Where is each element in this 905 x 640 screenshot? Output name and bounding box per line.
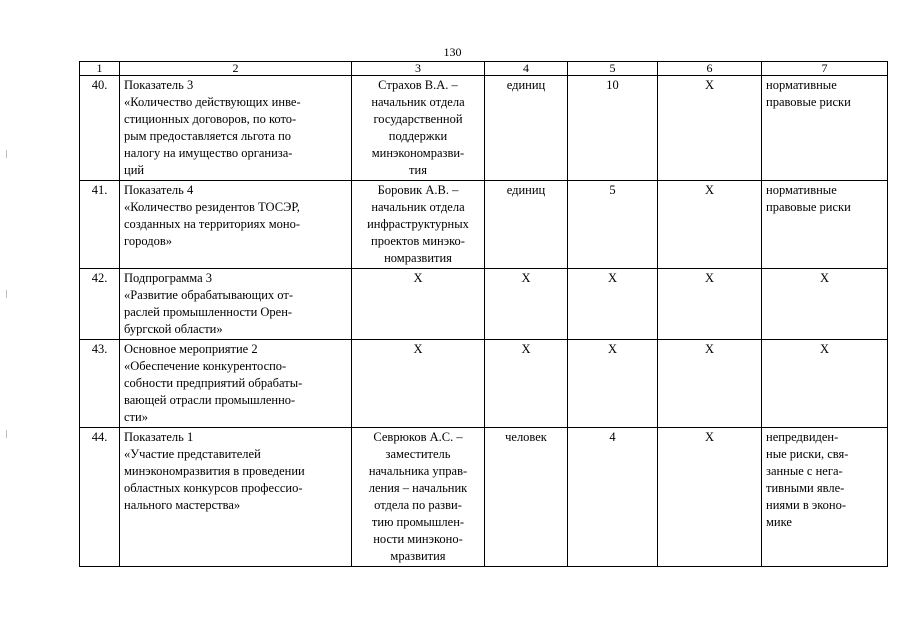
responsible-cell-line: проектов минэко-: [371, 234, 465, 248]
indicator-name-cell-line: рым предоставляется льгота по: [124, 129, 292, 143]
indicators-table: [79, 61, 888, 567]
risks-cell-line: нормативные: [766, 183, 837, 197]
indicator-name-cell: [120, 181, 352, 269]
responsible-cell-line: отдела по разви-: [374, 498, 462, 512]
column-header: 7: [762, 62, 888, 76]
column6-cell: Х: [658, 340, 762, 428]
responsible-cell-line: Х: [413, 271, 423, 285]
risks-cell-line: непредвиден-: [766, 430, 839, 444]
indicator-name-cell-line: налогу на имущество организа-: [124, 146, 293, 160]
column-header: 3: [352, 62, 485, 76]
responsible-cell-line: тию промышлен-: [371, 515, 465, 529]
indicator-name-cell-line: стиционных договоров, по кото-: [124, 112, 297, 126]
risks-cell: [762, 181, 888, 269]
indicator-name-cell-line: областных конкурсов профессио-: [124, 481, 303, 495]
table-body: [80, 76, 888, 567]
risks-cell: [762, 269, 888, 340]
value-cell: 4: [568, 428, 658, 567]
table-row: [80, 340, 888, 428]
table-row: [80, 428, 888, 567]
risks-cell-line: тивными явле-: [766, 481, 845, 495]
value-cell: Х: [568, 269, 658, 340]
risks-cell-line: правовые риски: [766, 95, 851, 109]
responsible-cell-line: заместитель: [385, 447, 451, 461]
row-number-cell: 43.: [80, 340, 120, 428]
responsible-cell-line: поддержки: [388, 129, 448, 143]
responsible-cell-line: Х: [413, 342, 423, 356]
indicator-name-cell-line: Основное мероприятие 2: [124, 342, 258, 356]
row-number-cell: 40.: [80, 76, 120, 181]
responsible-cell: [352, 428, 485, 567]
indicator-name-cell-line: сти»: [124, 410, 148, 424]
indicator-name-cell-line: Показатель 1: [124, 430, 194, 444]
indicator-name-cell-line: городов»: [124, 234, 172, 248]
indicator-name-cell-line: собности предприятий обрабаты-: [124, 376, 303, 390]
indicator-name-cell-line: раслей промышленности Орен-: [124, 305, 293, 319]
indicator-name-cell: [120, 76, 352, 181]
indicator-name-cell-line: Подпрограмма 3: [124, 271, 213, 285]
responsible-cell-line: ления – начальник: [368, 481, 468, 495]
indicator-name-cell-line: созданных на территориях моно-: [124, 217, 301, 231]
indicator-name-cell-line: «Участие представителей: [124, 447, 261, 461]
responsible-cell-line: номразвития: [384, 251, 452, 265]
responsible-cell-line: начальника управ-: [368, 464, 468, 478]
value-cell: 5: [568, 181, 658, 269]
column-header: 1: [80, 62, 120, 76]
responsible-cell-line: начальник отдела: [371, 95, 465, 109]
column6-cell: Х: [658, 181, 762, 269]
scan-mark: [6, 290, 7, 298]
responsible-cell: [352, 76, 485, 181]
unit-cell: единиц: [485, 76, 568, 181]
responsible-cell-line: мразвития: [390, 549, 446, 563]
indicator-name-cell: [120, 428, 352, 567]
risks-cell-line: мике: [766, 515, 792, 529]
indicator-name-cell-line: нального мастерства»: [124, 498, 241, 512]
risks-cell-line: ные риски, свя-: [766, 447, 849, 461]
responsible-cell: [352, 340, 485, 428]
column-header: 2: [120, 62, 352, 76]
row-number-cell: 42.: [80, 269, 120, 340]
responsible-cell-line: ности минэконо-: [373, 532, 463, 546]
responsible-cell-line: начальник отдела: [371, 200, 465, 214]
value-cell: Х: [568, 340, 658, 428]
table-row: [80, 76, 888, 181]
responsible-cell-line: государственной: [373, 112, 463, 126]
risks-cell: [762, 76, 888, 181]
responsible-cell-line: инфраструктурных: [367, 217, 469, 231]
risks-cell-line: ниями в эконо-: [766, 498, 847, 512]
indicator-name-cell: [120, 340, 352, 428]
indicator-name-cell-line: минэкономразвития в проведении: [124, 464, 305, 478]
indicator-name-cell-line: «Развитие обрабатывающих от-: [124, 288, 293, 302]
indicator-name-cell-line: «Количество резидентов ТОСЭР,: [124, 200, 300, 214]
table-row: [80, 181, 888, 269]
column-header: 6: [658, 62, 762, 76]
risks-cell-line: Х: [819, 342, 830, 356]
table-row: [80, 269, 888, 340]
scan-mark: [6, 150, 7, 158]
scan-mark: [6, 430, 7, 438]
row-number-cell: 44.: [80, 428, 120, 567]
responsible-cell-line: Страхов В.А. –: [378, 78, 458, 92]
indicator-name-cell-line: «Обеспечение конкурентоспо-: [124, 359, 287, 373]
responsible-cell: [352, 269, 485, 340]
unit-cell: единиц: [485, 181, 568, 269]
risks-cell-line: занные с нега-: [766, 464, 843, 478]
column6-cell: Х: [658, 76, 762, 181]
unit-cell: Х: [485, 340, 568, 428]
risks-cell-line: правовые риски: [766, 200, 851, 214]
risks-cell: [762, 340, 888, 428]
responsible-cell-line: Боровик А.В. –: [377, 183, 459, 197]
indicator-name-cell-line: бургской области»: [124, 322, 223, 336]
responsible-cell-line: минэкономразви-: [371, 146, 465, 160]
column6-cell: Х: [658, 269, 762, 340]
indicator-name-cell-line: Показатель 3: [124, 78, 194, 92]
indicator-name-cell-line: вающей отрасли промышленно-: [124, 393, 296, 407]
responsible-cell-line: тия: [409, 163, 427, 177]
column-header: 5: [568, 62, 658, 76]
value-cell: 10: [568, 76, 658, 181]
page-number: 130: [443, 45, 462, 59]
row-number-cell: 41.: [80, 181, 120, 269]
column6-cell: Х: [658, 428, 762, 567]
unit-cell: Х: [485, 269, 568, 340]
indicator-name-cell-line: ций: [124, 163, 145, 177]
responsible-cell-line: Севрюков А.С. –: [373, 430, 463, 444]
column-header: 4: [485, 62, 568, 76]
indicator-name-cell-line: Показатель 4: [124, 183, 194, 197]
unit-cell: человек: [485, 428, 568, 567]
risks-cell: [762, 428, 888, 567]
responsible-cell: [352, 181, 485, 269]
column-number-row: [80, 62, 888, 76]
indicator-name-cell: [120, 269, 352, 340]
indicator-name-cell-line: «Количество действующих инве-: [124, 95, 301, 109]
risks-cell-line: Х: [819, 271, 830, 285]
risks-cell-line: нормативные: [766, 78, 837, 92]
